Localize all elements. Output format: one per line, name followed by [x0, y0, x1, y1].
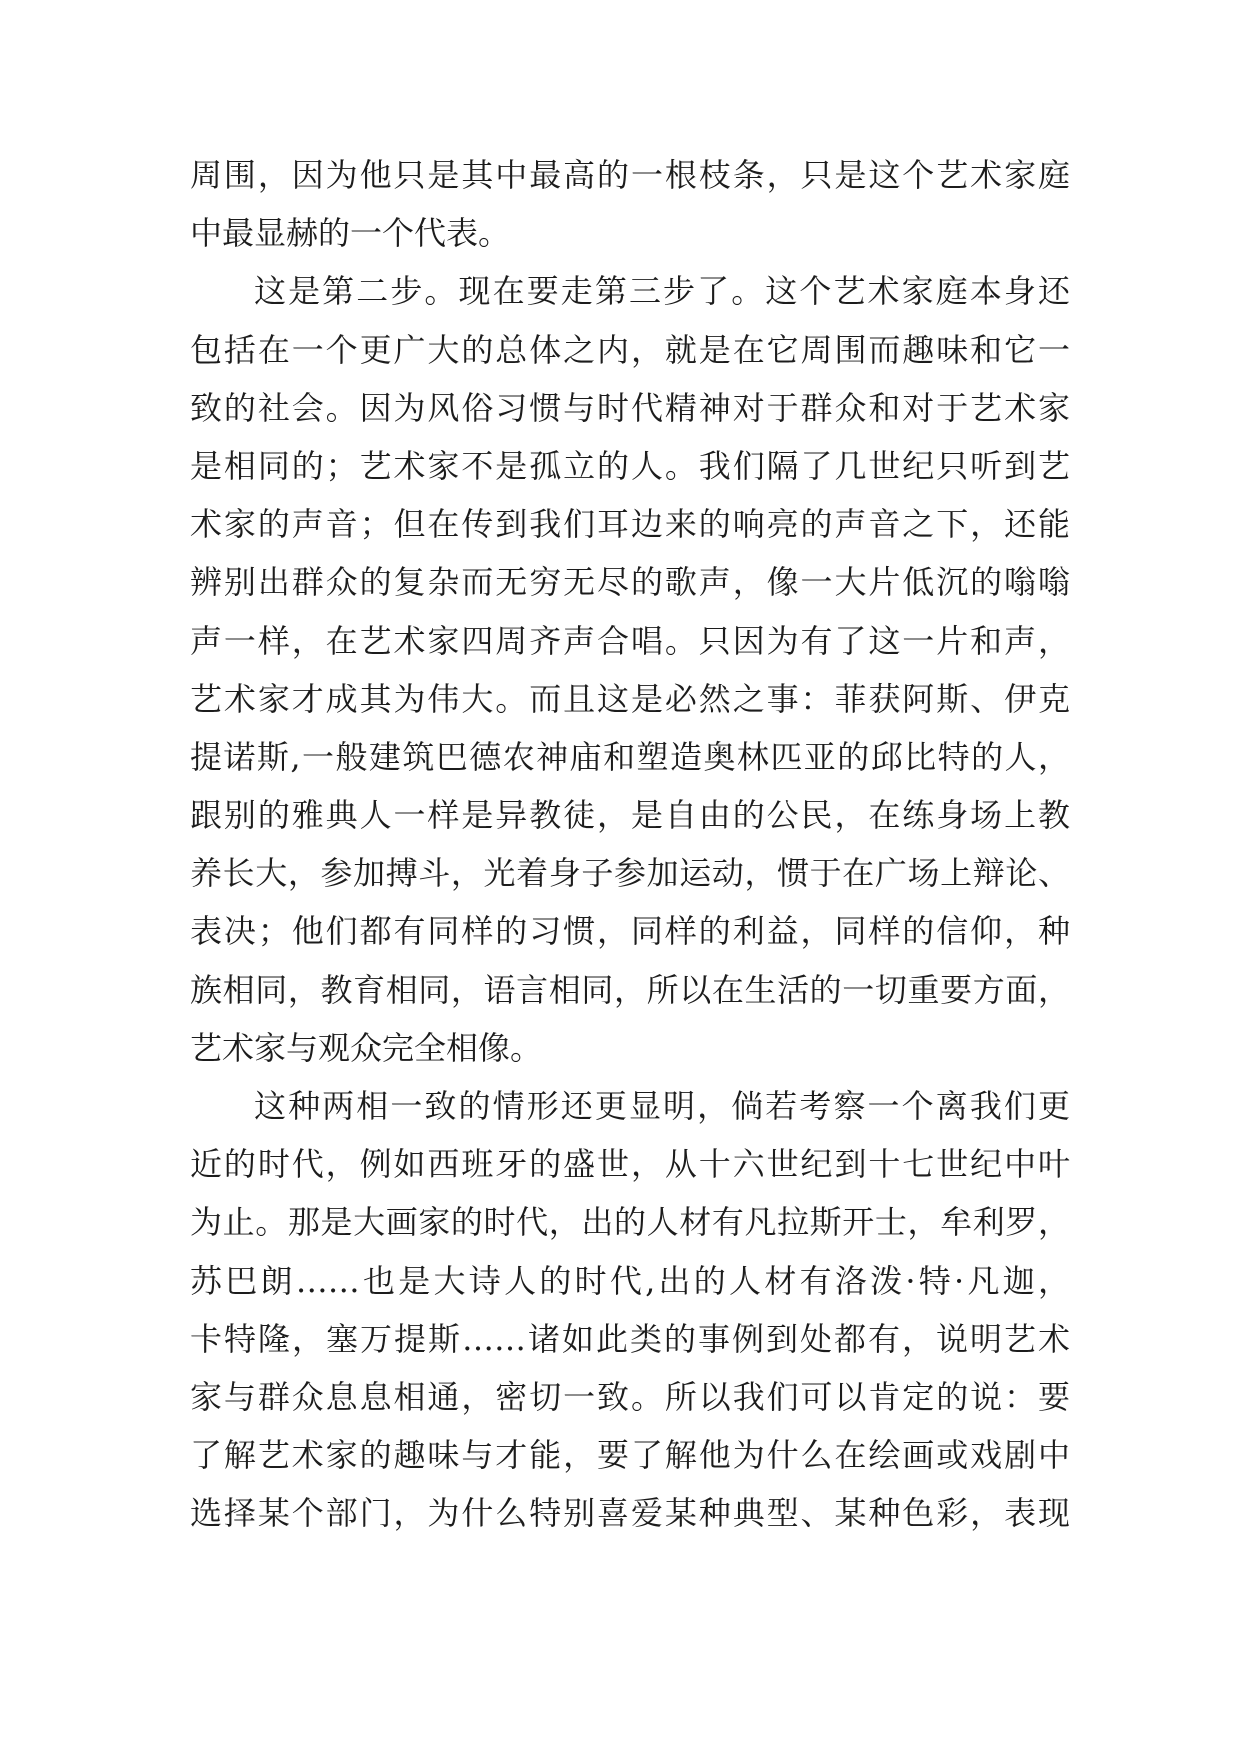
text-line: 艺术家与观众完全相像。 [190, 1028, 543, 1067]
text-line: 卡特隆，塞万提斯……诸如此类的事例到处都有，说明艺术 [190, 1319, 1070, 1358]
text-line: 艺术家才成其为伟大。而且这是必然之事：菲获阿斯、伊克 [190, 679, 1070, 718]
text-line: 为止。那是大画家的时代，出的人材有凡拉斯开士，牟利罗， [190, 1203, 1070, 1242]
body-text [190, 146, 1070, 1543]
text-line: 家与群众息息相通，密切一致。所以我们可以肯定的说：要 [190, 1377, 1070, 1416]
text-line: 苏巴朗……也是大诗人的时代,出的人材有洛泼·特·凡迦， [190, 1261, 1070, 1300]
text-line: 选择某个部门，为什么特别喜爱某种典型、某种色彩，表现 [190, 1494, 1070, 1533]
text-line: 表决；他们都有同样的习惯，同样的利益，同样的信仰，种 [190, 912, 1070, 951]
text-line: 周围，因为他只是其中最高的一根枝条，只是这个艺术家庭 [190, 156, 1070, 194]
text-line: 致的社会。因为风俗习惯与时代精神对于群众和对于艺术家 [190, 388, 1070, 427]
text-line: 提诺斯,一般建筑巴德农神庙和塑造奥林匹亚的邱比特的人， [190, 737, 1070, 776]
text-line: 包括在一个更广大的总体之内，就是在它周围而趣味和它一 [190, 330, 1070, 369]
text-line: 中最显赫的一个代表。 [190, 214, 511, 253]
text-line: 术家的声音；但在传到我们耳边来的响亮的声音之下，还能 [190, 505, 1070, 544]
text-line: 了解艺术家的趣味与才能，要了解他为什么在绘画或戏剧中 [190, 1436, 1070, 1475]
text-line: 这是第二步。现在要走第三步了。这个艺术家庭本身还 [254, 272, 1070, 311]
text-line: 养长大，参加搏斗，光着身子参加运动，惯于在广场上辩论、 [190, 854, 1070, 893]
text-line: 是相同的；艺术家不是孤立的人。我们隔了几世纪只听到艺 [190, 446, 1070, 485]
text-line: 声一样，在艺术家四周齐声合唱。只因为有了这一片和声， [190, 621, 1070, 660]
text-line: 这种两相一致的情形还更显明，倘若考察一个离我们更 [254, 1087, 1070, 1125]
text-line: 跟别的雅典人一样是异教徒，是自由的公民，在练身场上教 [190, 796, 1070, 835]
text-line: 近的时代，例如西班牙的盛世，从十六世纪到十七世纪中叶 [190, 1145, 1070, 1184]
text-line: 族相同，教育相同，语言相同，所以在生活的一切重要方面， [190, 970, 1070, 1009]
text-line: 辨别出群众的复杂而无穷无尽的歌声，像一大片低沉的嗡嗡 [190, 563, 1070, 602]
